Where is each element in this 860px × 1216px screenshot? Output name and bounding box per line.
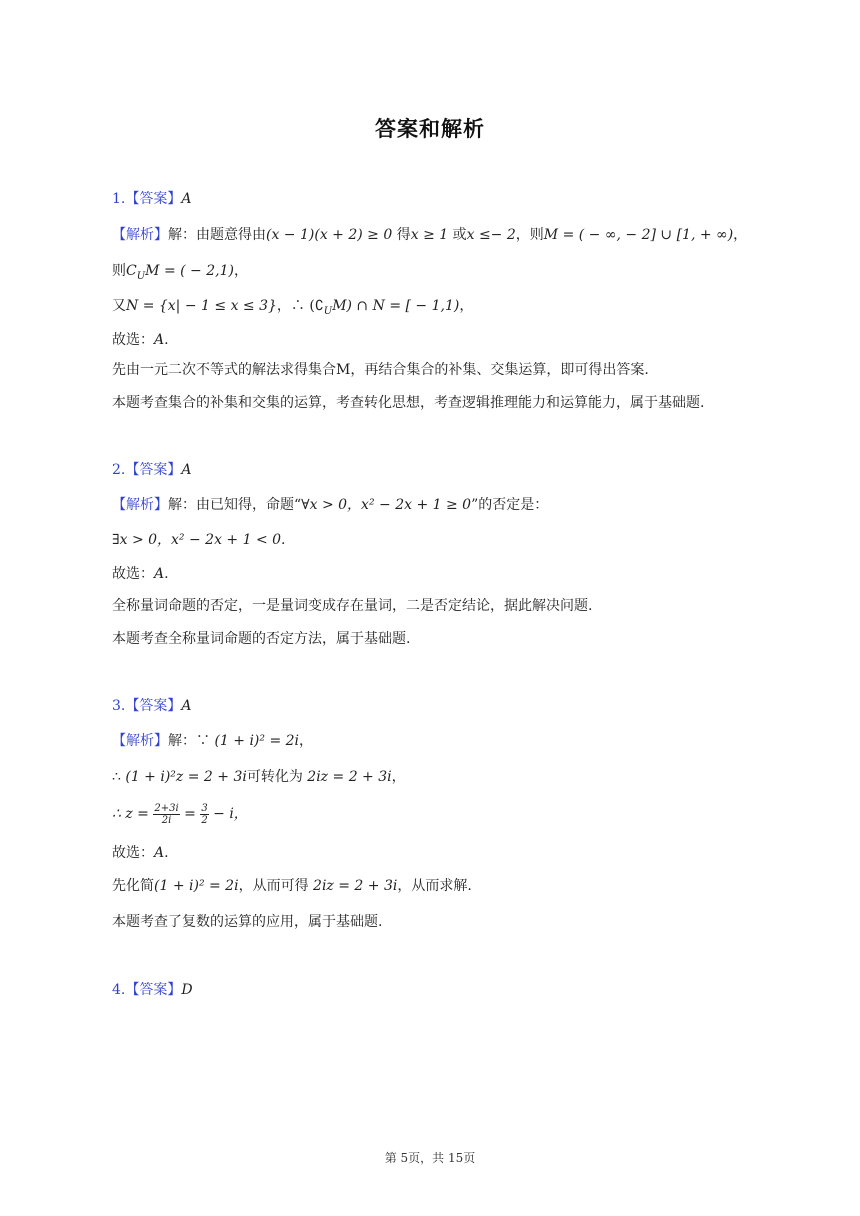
q2-text: 解：由已知得，命题“ — [168, 497, 302, 513]
q1-text: 又 — [112, 298, 126, 314]
q1-math: N = {x| − 1 ≤ x ≤ 3} — [126, 298, 277, 314]
q2-analysis-line-1 — [112, 495, 548, 515]
q1-text: ， — [733, 227, 748, 243]
q3-text: . — [164, 845, 169, 861]
q3-fraction-2-denominator: 2 — [201, 814, 208, 826]
q1-text: ，∴ (∁ — [276, 298, 324, 314]
q3-text: ，从而求解. — [397, 878, 472, 894]
q2-analysis-tag: 【解析】 — [112, 497, 168, 513]
q1-math: C — [126, 263, 137, 279]
q1-text: 解：由题意得由 — [168, 227, 266, 243]
q2-choice: A — [154, 566, 165, 582]
q1-text: 或 — [448, 227, 467, 243]
q1-text: 则 — [112, 263, 126, 279]
q2-text: ”的否定是： — [471, 497, 549, 513]
q3-choice: A — [154, 845, 165, 861]
q2-analysis-line-3 — [112, 564, 169, 584]
q1-number: 1. — [112, 191, 126, 207]
q2-analysis-line-4: 全称量词命题的否定，一是量词变成存在量词，二是否定结论，据此解决问题. — [112, 598, 593, 614]
q1-text: 故选： — [112, 332, 154, 348]
q3-fraction-1-denominator: 2i — [161, 814, 172, 826]
q2-number: 2. — [112, 462, 126, 478]
q3-analysis-line-4 — [112, 843, 169, 863]
q3-text: ∴ — [112, 769, 126, 785]
q4-answer-line — [112, 980, 193, 1000]
q1-analysis-line-5: 先由一元二次不等式的解法求得集合M，再结合集合的补集、交集运算，即可得出答案. — [112, 362, 649, 378]
q3-text: 故选： — [112, 845, 154, 861]
q3-math: (1 + i)²z = 2 + 3i — [125, 769, 247, 785]
q2-analysis-line-5: 本题考查全称量词命题的否定方法，属于基础题. — [112, 631, 411, 647]
q3-analysis-line-3 — [112, 801, 248, 827]
q2-text: 故选： — [112, 566, 154, 582]
q3-fraction-1-numerator: 2+3i — [154, 802, 179, 814]
q1-choice: A — [154, 332, 165, 348]
q1-analysis-tag: 【解析】 — [112, 227, 168, 243]
q1-math: M) ∩ N = [ − 1,1) — [332, 298, 460, 314]
q3-analysis-line-1 — [112, 731, 313, 751]
q1-text: 得 — [392, 227, 411, 243]
q3-math: = — [179, 806, 201, 822]
q3-text: 解：∵ — [168, 733, 215, 749]
q2-text: . — [164, 566, 169, 582]
q3-answer-tag: 【答案】 — [125, 698, 182, 714]
q3-analysis-tag: 【解析】 — [112, 733, 168, 749]
page-title: 答案和解析 — [375, 117, 485, 141]
q1-answer: A — [181, 191, 192, 207]
q3-text: 可转化为 — [246, 769, 308, 785]
q3-text: ，从而可得 — [238, 878, 314, 894]
q3-answer-line — [112, 696, 191, 716]
q3-text: ， — [299, 733, 314, 749]
q3-analysis-line-5 — [112, 876, 472, 896]
q2-answer: A — [181, 462, 192, 478]
q3-math: 2iz = 2 + 3i — [313, 878, 398, 894]
q3-fraction-2-numerator: 3 — [201, 802, 208, 814]
q1-math: (x − 1)(x + 2) ≥ 0 — [266, 227, 393, 243]
q2-analysis-line-2: ∃x > 0，x² − 2x + 1 < 0. — [112, 532, 286, 548]
q3-analysis-line-6: 本题考查了复数的运算的应用，属于基础题. — [112, 914, 383, 930]
q1-analysis-line-6: 本题考查集合的补集和交集的运算，考查转化思想，考查逻辑推理能力和运算能力，属于基础题. — [112, 395, 705, 411]
q3-text: 先化简 — [112, 878, 154, 894]
q4-answer-tag: 【答案】 — [125, 982, 182, 998]
q3-math: (1 + i)² = 2i — [214, 733, 300, 749]
q1-math: M = ( − ∞, − 2] ∪ [1, + ∞) — [543, 227, 734, 243]
q4-answer: D — [181, 982, 193, 998]
q3-number: 3. — [112, 698, 126, 714]
q1-math: M = ( − 2,1) — [145, 263, 234, 279]
q1-math: x ≥ 1 — [410, 227, 449, 243]
q1-text: . — [164, 332, 169, 348]
q1-analysis-line-4 — [112, 330, 169, 350]
q3-math: − i， — [208, 806, 248, 822]
q1-text: ，则 — [515, 227, 544, 243]
q3-fraction-2 — [200, 803, 208, 826]
q2-math: ∀x > 0，x² − 2x + 1 ≥ 0 — [301, 497, 472, 513]
q1-text: ， — [459, 298, 474, 314]
q1-subscript: U — [136, 270, 146, 282]
q1-analysis-line-1 — [112, 225, 747, 245]
page-footer: 第 5页，共 15页 — [384, 1151, 476, 1165]
q1-analysis-line-3 — [112, 296, 473, 322]
q3-fraction-1 — [153, 803, 179, 826]
q1-text: ， — [233, 263, 248, 279]
q3-answer: A — [181, 698, 192, 714]
q2-answer-line — [112, 460, 191, 480]
q3-text: ， — [391, 769, 406, 785]
q1-answer-line — [112, 189, 191, 209]
q3-math: ∴ z = — [112, 806, 154, 822]
q1-answer-tag: 【答案】 — [125, 191, 182, 207]
q3-math: 2iz = 2 + 3i — [307, 769, 392, 785]
q2-answer-tag: 【答案】 — [125, 462, 182, 478]
q1-subscript: U — [323, 305, 333, 317]
q3-math: (1 + i)² = 2i — [154, 878, 239, 894]
q1-math: x ≤− 2 — [466, 227, 516, 243]
q4-number: 4. — [112, 982, 126, 998]
q3-analysis-line-2 — [112, 767, 406, 787]
q1-analysis-line-2 — [112, 261, 248, 287]
